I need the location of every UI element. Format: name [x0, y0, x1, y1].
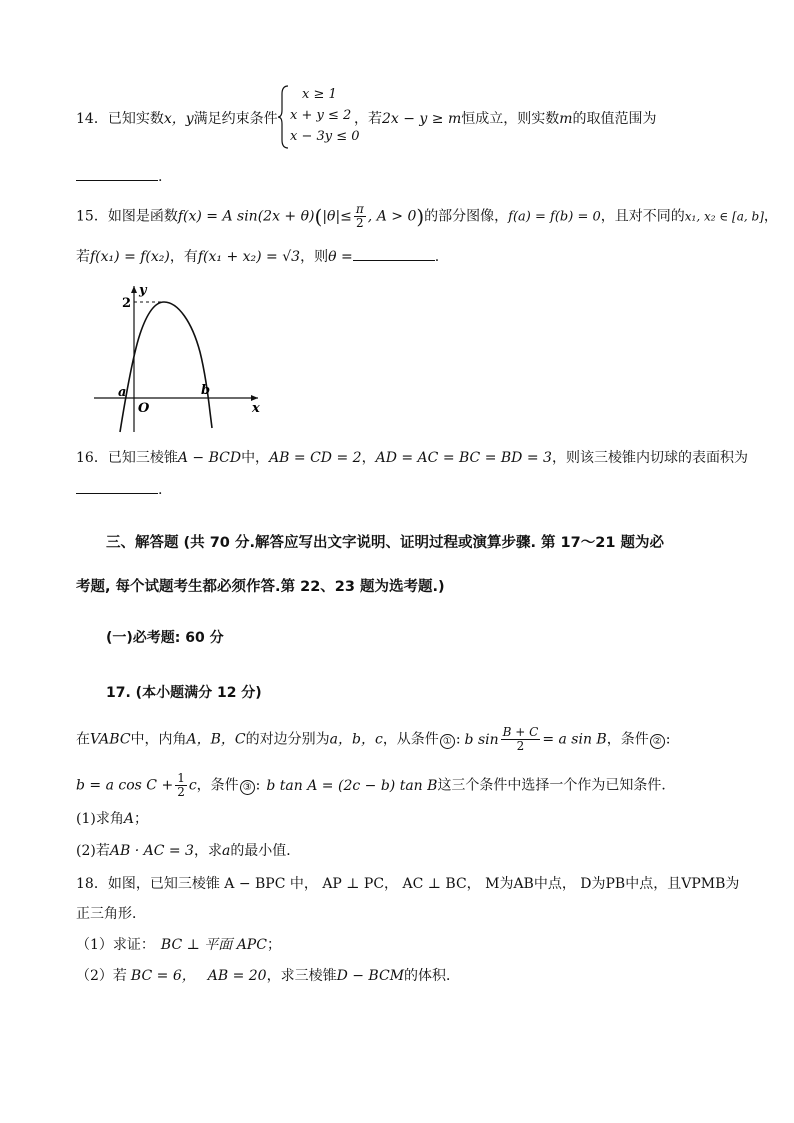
q17-p1-end: ；: [133, 811, 148, 827]
q14-tail: 的取值范围为: [572, 111, 657, 127]
q18-p1-math: BC ⊥ 平面 APC: [160, 937, 267, 953]
q16-eq2: AD = AC = BC = BD = 3: [375, 450, 552, 466]
q17-part1: [76, 808, 148, 828]
q17-cond2-den: 2: [177, 785, 185, 799]
q15-theta-eq: θ =: [328, 249, 353, 265]
q17-line1: [76, 726, 670, 753]
q14-constraint-1: x ≥ 1: [302, 87, 337, 102]
q17-cond2-frac: [175, 772, 187, 799]
q18-line1: 18．如图，已知三棱锥 A − BPC 中， AP ⊥ PC， AC ⊥ BC， M为AB中点， D为PB中点，且VPMB为: [76, 876, 740, 892]
section3-line1: 三、解答题 (共 70 分.解答应写出文字说明、证明过程或演算步骤. 第 17～21 题为必: [106, 535, 664, 551]
q14-line: [76, 108, 278, 128]
q17-p2-vec: AB · AC = 3: [109, 843, 194, 859]
q14-vars: x，y: [163, 111, 194, 127]
q15-line1: [76, 203, 778, 230]
q18-line2: 正三角形．: [76, 906, 146, 922]
q15-frac-den: 2: [356, 216, 364, 230]
graph-label-y: y: [139, 283, 147, 298]
graph-label-a: a: [118, 385, 127, 400]
q17-cond1-num: B + C: [502, 725, 539, 739]
q14-constraint-2: x + y ≤ 2: [290, 108, 352, 123]
q17-p2: (2)若: [76, 843, 110, 859]
q18-p2-prefix: （2）若: [76, 968, 127, 984]
q15-eq: f(a) = f(b) = 0: [508, 209, 601, 225]
q17-cond1-rhs: = a sin B: [542, 731, 607, 748]
q17-circle-3: ③: [240, 780, 255, 795]
q14-constraint-3: x − 3y ≤ 0: [290, 129, 360, 144]
q17-part2: [76, 840, 300, 860]
q17-tri: VABC: [90, 731, 131, 748]
q15-frac-num: π: [355, 202, 364, 216]
q15-prefix: 15．如图是函数: [76, 208, 178, 225]
q17-cond1-frac: [501, 726, 541, 753]
q17-p1: (1)求角: [76, 811, 124, 827]
graph-label-x: x: [252, 401, 260, 416]
q16-answer-line: [76, 479, 162, 498]
left-brace-icon: [277, 84, 291, 150]
graph-label-b: b: [201, 383, 211, 398]
q14-var-m: m: [559, 111, 573, 127]
q18-part1: [76, 934, 281, 954]
q16-answer-blank[interactable]: [76, 479, 158, 494]
q17-cond1-lhs: b sin: [464, 731, 499, 748]
q17-angles: A，B，C: [186, 731, 246, 748]
y-axis-arrow-icon: [131, 286, 137, 293]
q15-l2-tail: ，则: [300, 249, 329, 265]
q17-l1-mid: 中，内角: [130, 731, 187, 748]
q18-p2-tail: 的体积．: [404, 968, 461, 984]
q15-l2-eq: f(x₁) = f(x₂): [90, 249, 170, 265]
section3-line2: 考题, 每个试题考生都必须作答.第 22、23 题为选考题.): [76, 579, 445, 595]
q17-p2-var: a: [221, 843, 231, 859]
q18-p1-prefix: （1）求证：: [76, 937, 155, 953]
q18-p2-m2: AB = 20: [207, 968, 267, 984]
q17-l1-mid4: ，条件: [606, 731, 649, 748]
q17-cond1-den: 2: [516, 739, 525, 753]
q15-tail: ，且对不同的: [600, 208, 685, 225]
q17-circle-2: ②: [650, 734, 665, 749]
q17-p2-tail: 的最小值．: [230, 843, 301, 859]
q17-sides: a，b，c: [329, 731, 383, 748]
q17-circle-1: ①: [440, 734, 455, 749]
q17-colon1: :: [455, 731, 461, 748]
q17-line2: [76, 772, 675, 799]
q17-cond2-rhs: c: [188, 777, 197, 794]
q18-p1-end: ；: [266, 937, 281, 953]
q14-suffix: 恒成立，则实数: [461, 111, 560, 127]
required-heading: (一)必考题: 60 分: [106, 630, 224, 646]
q17-l1-mid2: 的对边分别为: [245, 731, 330, 748]
q17-l1-prefix: 在: [76, 731, 90, 748]
q15-mid: 的部分图像，: [424, 208, 509, 225]
q16-line: [76, 447, 748, 467]
q17-l2-tail: 这三个条件中选择一个作为已知条件．: [437, 777, 676, 794]
q16-eq1: AB = CD = 2: [269, 450, 362, 466]
q14-answer-blank[interactable]: [76, 166, 158, 181]
q16-mid: 中，: [241, 450, 270, 466]
q15-cond-close: , A > 0: [367, 208, 417, 225]
q15-cond-open: |θ|≤: [322, 208, 352, 225]
q15-xs: x₁, x₂ ∈ [a, b]: [684, 209, 764, 224]
q15-paren: (: [314, 204, 323, 229]
q17-header: 17. (本小题满分 12 分): [106, 685, 262, 701]
q18-p2-mid: ，求三棱锥: [266, 968, 337, 984]
q16-tetra: A − BCD: [177, 450, 242, 466]
q17-colon2: :: [665, 731, 671, 748]
q15-paren-close: ): [416, 204, 425, 229]
q15-line2: [76, 246, 439, 266]
graph-label-origin: O: [138, 401, 150, 416]
q17-cond2-lhs: b = a cos C +: [76, 777, 174, 794]
q17-p1-var: A: [123, 811, 134, 827]
q14-mid: 满足约束条件: [193, 111, 278, 127]
q14-cond-prefix: ，若: [354, 111, 382, 127]
q17-l1-mid3: ，从条件: [382, 731, 439, 748]
q14-line-cond: [354, 108, 657, 128]
q14-answer-line: [76, 166, 162, 185]
q16-comma: ，: [361, 450, 376, 466]
q18-part2: [76, 965, 460, 985]
q18-p2-m1: BC = 6，: [130, 968, 196, 984]
q14-brace: [277, 84, 291, 150]
q15-func: f(x) = A sin(2x + θ): [177, 208, 315, 225]
q18-p2-m3: D − BCM: [336, 968, 405, 984]
graph-label-2: 2: [122, 296, 132, 311]
q17-p2-mid: ，求: [193, 843, 222, 859]
q14-cond: 2x − y ≥ m: [382, 111, 462, 127]
q16-end: .: [158, 482, 163, 498]
q15-frac: [354, 203, 366, 230]
q15-l2-eq2: f(x₁ + x₂) = √3: [197, 249, 301, 265]
q14-end: .: [158, 169, 163, 185]
q17-cond3: b tan A = (2c − b) tan B: [266, 777, 438, 794]
q17-colon3: :: [255, 777, 261, 794]
q15-answer-blank[interactable]: [353, 246, 435, 261]
q16-prefix: 16．已知三棱锥: [76, 450, 178, 466]
q15-l2-prefix: 若: [76, 249, 90, 265]
q15-comma: ，: [763, 208, 778, 225]
q17-cond2-num: 1: [177, 771, 185, 785]
q16-tail: ，则该三棱锥内切球的表面积为: [551, 450, 748, 466]
q14-prefix: 14．已知实数: [76, 111, 164, 127]
q17-l2-mid: ，条件: [196, 777, 239, 794]
q15-l2-mid: ，有: [169, 249, 198, 265]
q15-end: .: [434, 249, 440, 265]
q15-graph: [88, 282, 268, 442]
